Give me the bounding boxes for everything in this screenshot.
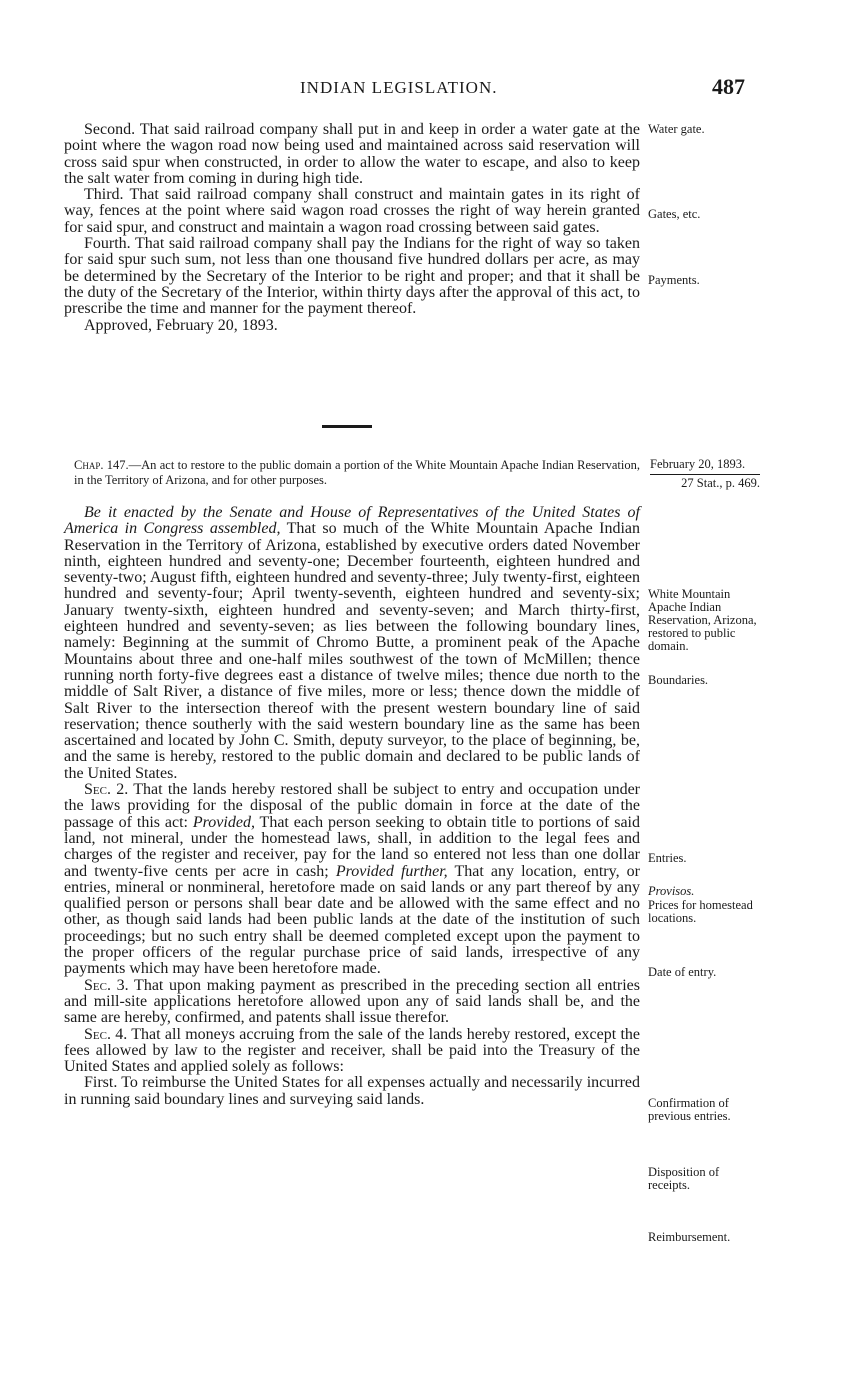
paragraph-second: Second. That said railroad company shall put in and keep in order a water gate at the point where the wagon road now being used and maintained across said reservation will cross said spur when constructed, in order to allow the water to escape, and also to keep the salt water from coming in during high tide. — [64, 121, 640, 187]
margin-note-boundaries: Boundaries. — [648, 673, 709, 687]
section-2-text-c: That any location, entry, or entries, mineral or nonmineral, heretofore made on said lands or any part thereof by any qualified person or persons shall bear date and be allowed with the same effect and no other, as though said lands had been public lands at the date of the institution of such proceedings; but no such entry shall be deemed completed except upon the payment to the proper officers of the regular purchase price of said lands, irrespective of any payments which may have been heretofore made. — [64, 862, 640, 978]
section-2-text-b: That each person seeking to obtain title to portions of said land, not mineral, under the homestead laws, shall, in addition to the legal fees and charges of the register and receiver, pay for the land so entered not less than one dollar and twenty-five cents per acre in cash; — [64, 813, 640, 880]
chapter-date-block — [650, 457, 760, 491]
chapter-title: —An act to restore to the public domain a portion of the White Mountain Apache Indian Reservation, in the Territory of Arizona, and for other purposes. — [74, 458, 640, 487]
section-4-label: Sec. 4. — [84, 1025, 128, 1043]
section-divider — [322, 425, 372, 428]
chapter-date: February 20, 1893. — [650, 457, 746, 471]
section-4 — [64, 1027, 640, 1076]
margin-note-water-gate: Water gate. — [648, 122, 705, 136]
statute-citation: 27 Stat., p. 469. — [650, 474, 760, 491]
running-head: INDIAN LEGISLATION. — [300, 78, 498, 97]
act-body — [64, 505, 640, 1108]
section-1 — [64, 505, 640, 782]
paragraph-third: Third. That said railroad company shall construct and maintain gates in its right of way, fences at the point where said wagon road crosses the right of way herein granted for said spur, and construct and maintain a wagon road crossing between said gates. — [64, 186, 640, 236]
enacting-clause: Be it enacted by the Senate and House of Representatives of the United States of America in Congress assembled, — [64, 504, 640, 538]
margin-note-entries: Entries. — [648, 851, 687, 865]
margin-note-confirmation: Confirmation of previous entries. — [648, 1096, 731, 1123]
proviso-provided: Provided, — [192, 813, 255, 831]
paragraph-fourth: Fourth. That said railroad company shall pay the Indians for the right of way so taken for said spur such sum, not less than one thousand five hundred dollars per acre, as may be determined by the Secretary of the Interior to be right and proper; and that it shall be the duty of the Secretary of the Interior, within thirty days after the approval of this act, to prescribe the time and manner for the payment thereof. — [64, 235, 640, 318]
section-1-text: That so much of the White Mountain Apache Indian Reservation in the Territory of Arizona, established by executive orders dated November ninth, eighteen hundred and seventy-one; December fourteenth, eighteen hundred and seventy-two; August fifth, eighteen hundred and seventy-three; July twenty-first, eighteen hundred and seventy-four; April twenty-seventh, eighteen hundred and seventy-six; January twenty-sixth, eighteen hundred and seventy-seven; and March thirty-first, eighteen hundred and seventy-seven; as lies between the following boundary lines, namely: Beginning at the summit of Chromo Butte, a prominent peak of the Apache Mountains about three and one-half miles southwest of the town of McMillen; thence running north forty-five degrees east a distance of twelve miles; thence due north to the middle of Salt River, a distance of five miles, more or less; thence down the middle of Salt River to the intersection thereof with the present western boundary line of said reservation; thence southerly with the said western boundary line as the same has been ascertained and located by John C. Smith, deputy surveyor, to the place of beginning, be, and the same is hereby, restored to the public domain and declared to be public lands of the United States. — [64, 520, 640, 782]
top-section — [64, 122, 640, 334]
section-2-label: Sec. 2. — [84, 781, 129, 799]
section-3-text: That upon making payment as prescribed in the preceding section all entries and mill-site applications heretofore allowed upon any of said lands shall be, and the same are hereby, confirmed, and patents shall issue therefor. — [64, 976, 641, 1027]
section-3-label: Sec. 3. — [84, 976, 129, 994]
margin-note-disposition: Disposition of receipts. — [648, 1165, 720, 1192]
margin-note-payments: Payments. — [648, 273, 700, 287]
margin-note-date-of-entry: Date of entry. — [648, 965, 717, 979]
chapter-number: Chap. 147. — [74, 458, 129, 472]
margin-note-white-mountain: White Mountain Apache Indian Reservation, Arizona, restored to public domain. — [648, 587, 757, 653]
section-4-text: That all moneys accruing from the sale of the lands hereby restored, except the fees allowed by law to the register and receiver, shall be paid into the Treasury of the United States and applied solely as follows: — [64, 1025, 640, 1076]
margin-note-gates: Gates, etc. — [648, 207, 701, 221]
page-number: 487 — [712, 74, 745, 99]
margin-note-provisos: Provisos. — [648, 884, 695, 898]
chapter-caption — [74, 458, 640, 488]
section-2 — [64, 782, 640, 978]
section-2-text-a: That the lands hereby restored shall be subject to entry and occupation under the laws providing for the disposal of the public domain in force at the date of the passage of this act: — [64, 781, 640, 831]
margin-note-prices: Prices for homestead locations. — [648, 898, 753, 925]
paragraph-first-reimburse: First. To reimburse the United States for all expenses actually and necessarily incurred in running said boundary lines and surveying said lands. — [64, 1074, 640, 1108]
section-3 — [64, 978, 640, 1027]
proviso-provided-further: Provided further, — [335, 862, 448, 880]
margin-note-reimbursement: Reimbursement. — [648, 1230, 731, 1244]
approved-line: Approved, February 20, 1893. — [84, 316, 278, 334]
